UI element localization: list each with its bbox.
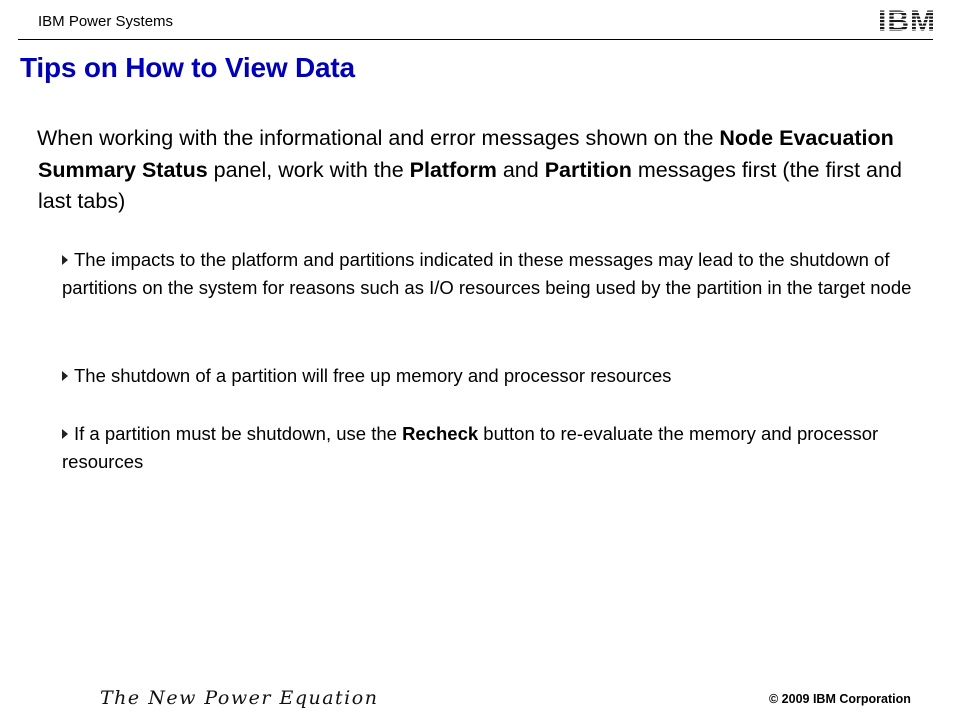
- copyright-notice: © 2009 IBM Corporation: [769, 692, 911, 706]
- page-title: Tips on How to View Data: [20, 52, 355, 83]
- footer-tagline-text: The New Power Equation: [100, 687, 379, 709]
- header-section-label: IBM Power Systems: [38, 13, 174, 30]
- intro-text-4: messages first (the first and last tabs): [38, 157, 902, 213]
- intro-bold-partition: Partition: [544, 157, 632, 182]
- intro-bold-platform: Platform: [409, 157, 497, 182]
- header-divider: [18, 39, 933, 40]
- intro-text-1: When working with the informational and error messages shown on the: [37, 126, 720, 150]
- bullet-text: The impacts to the platform and partitions indicated in these messages may lead to the shutdown of partitions on the system for reasons such as I/O resources being used by the partition in the target node: [62, 249, 912, 298]
- bullet-item: [62, 362, 932, 390]
- ibm-logo: [878, 6, 940, 34]
- bullet-item: [62, 420, 932, 476]
- triangle-right-icon: [62, 429, 68, 439]
- intro-text-2: panel, work with the: [207, 157, 410, 182]
- bullet-text: The shutdown of a partition will free up memory and processor resources: [74, 365, 672, 386]
- bullet-bold-recheck: Recheck: [402, 423, 479, 444]
- bullet-text-after: button to re-evaluate the memory and processor resources: [62, 423, 879, 472]
- ibm-logo-text: IBM: [878, 6, 936, 34]
- triangle-right-icon: [62, 371, 68, 381]
- intro-paragraph: [38, 123, 918, 218]
- bullet-item: [62, 246, 932, 302]
- footer-tagline: [100, 683, 385, 711]
- intro-text-3: and: [496, 157, 545, 182]
- bullet-text-before: If a partition must be shutdown, use the: [74, 423, 403, 444]
- intro-bold-panel-name: Node Evacuation Summary Status: [38, 126, 894, 182]
- triangle-right-icon: [62, 255, 68, 265]
